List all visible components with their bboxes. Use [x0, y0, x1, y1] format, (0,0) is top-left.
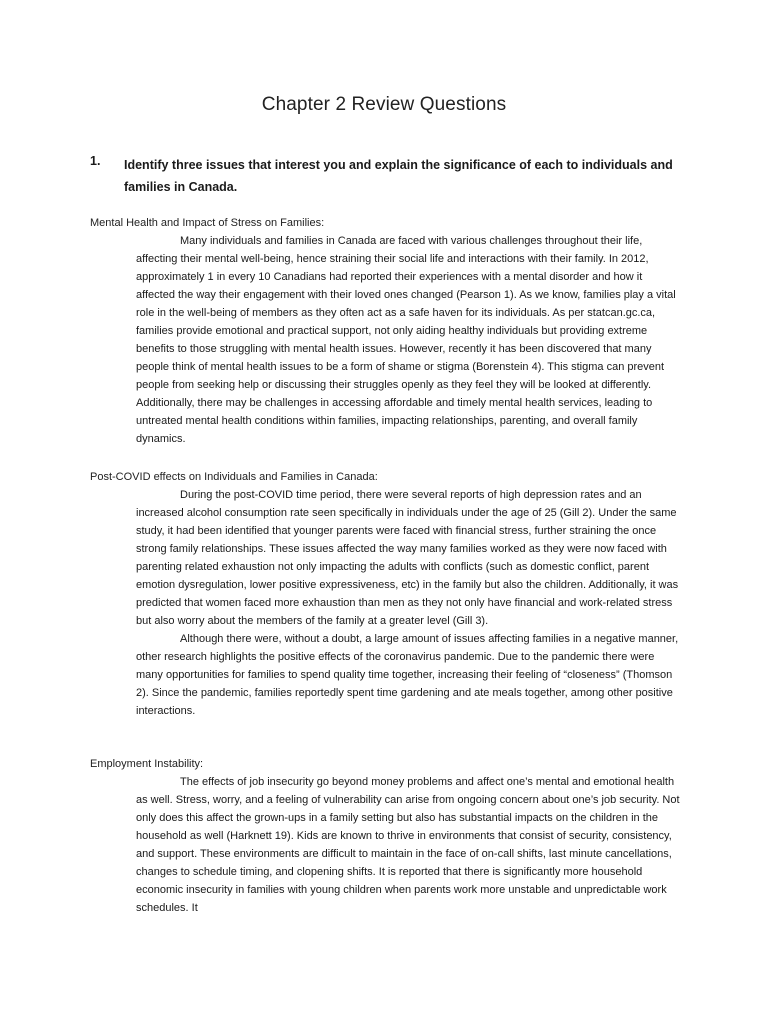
section-employment-instability [90, 755, 690, 917]
section-heading: Mental Health and Impact of Stress on Families: [90, 217, 325, 229]
section-mental-health [90, 214, 690, 448]
question-number: 1. [90, 154, 101, 168]
question-text: Identify three issues that interest you and explain the significance of each to individuals and families in Canada. [124, 158, 673, 194]
section-post-covid [90, 468, 690, 720]
paragraph: The effects of job insecurity go beyond money problems and affect one’s mental and emotional health as well. Stress, worry, and a feeling of vulnerability can arise from ongoing concern about one’s job security. Not only does this affect the grown-ups in a family setting but also has substantial impacts on the children in the household as well (Harknett 19). Kids are known to thrive in environments that consist of security, consistency, and support. These environments are difficult to maintain in the face of on-call shifts, last minute cancellations, changes to schedule timing, and clopening shifts. It is reported that there is significantly more household economic insecurity in families with young children when parents work more unstable and unpredictable work schedules. It [136, 776, 680, 914]
paragraph: Although there were, without a doubt, a large amount of issues affecting families in a negative manner, other research highlights the positive effects of the coronavirus pandemic. Due to the pandemic there were many opportunities for families to spend quality time together, increasing their feeling of “closeness” (Thomson 2). Since the pandemic, families reportedly spent time gardening and ate meals together, among other positive interactions. [136, 633, 679, 717]
paragraph: Many individuals and families in Canada are faced with various challenges throughout their life, affecting their mental well-being, hence straining their social life and interactions with their family. In 2012, approximately 1 in every 10 Canadians had reported their experiences with a mental disorder and how it affected the way their engagement with their loved ones changed (Pearson 1). As we know, families play a vital role in the well-being of members as they often act as a safe haven for its individuals. As per statcan.gc.ca, families provide emotional and practical support, not only aiding healthy individuals but providing extreme benefits to those struggling with mental health issues. However, recently it has been discovered that many people think of mental health issues to be a form of shame or stigma (Borenstein 4). This stigma can prevent people from seeking help or discussing their struggles openly as they feel they will be looked at differently. Additionally, there may be challenges in accessing affordable and timely mental health services, leading to untreated mental health conditions within families, impacting relationships, parenting, and overall family dynamics. [136, 235, 676, 445]
page-title: Chapter 2 Review Questions [261, 94, 507, 115]
section-heading: Post-COVID effects on Individuals and Families in Canada: [90, 471, 378, 483]
section-heading: Employment Instability: [90, 758, 204, 770]
paragraph: During the post-COVID time period, there were several reports of high depression rates and an increased alcohol consumption rate seen specifically in individuals under the age of 25 (Gill 2). Under the same study, it had been identified that younger parents were faced with financial stress, further straining the once strong family relationships. These issues affected the way many families worked as they were now faced with parenting related exhaustion not only impacting the adults with conflicts (such as domestic conflict, parent emotion dysregulation, lower positive expressiveness, etc) in the family but also the children. Additionally, it was predicted that women faced more exhaustion than men as they not only have financial and work-related stress but also worry about the members of the family at a greater level (Gill 3). [136, 489, 679, 627]
